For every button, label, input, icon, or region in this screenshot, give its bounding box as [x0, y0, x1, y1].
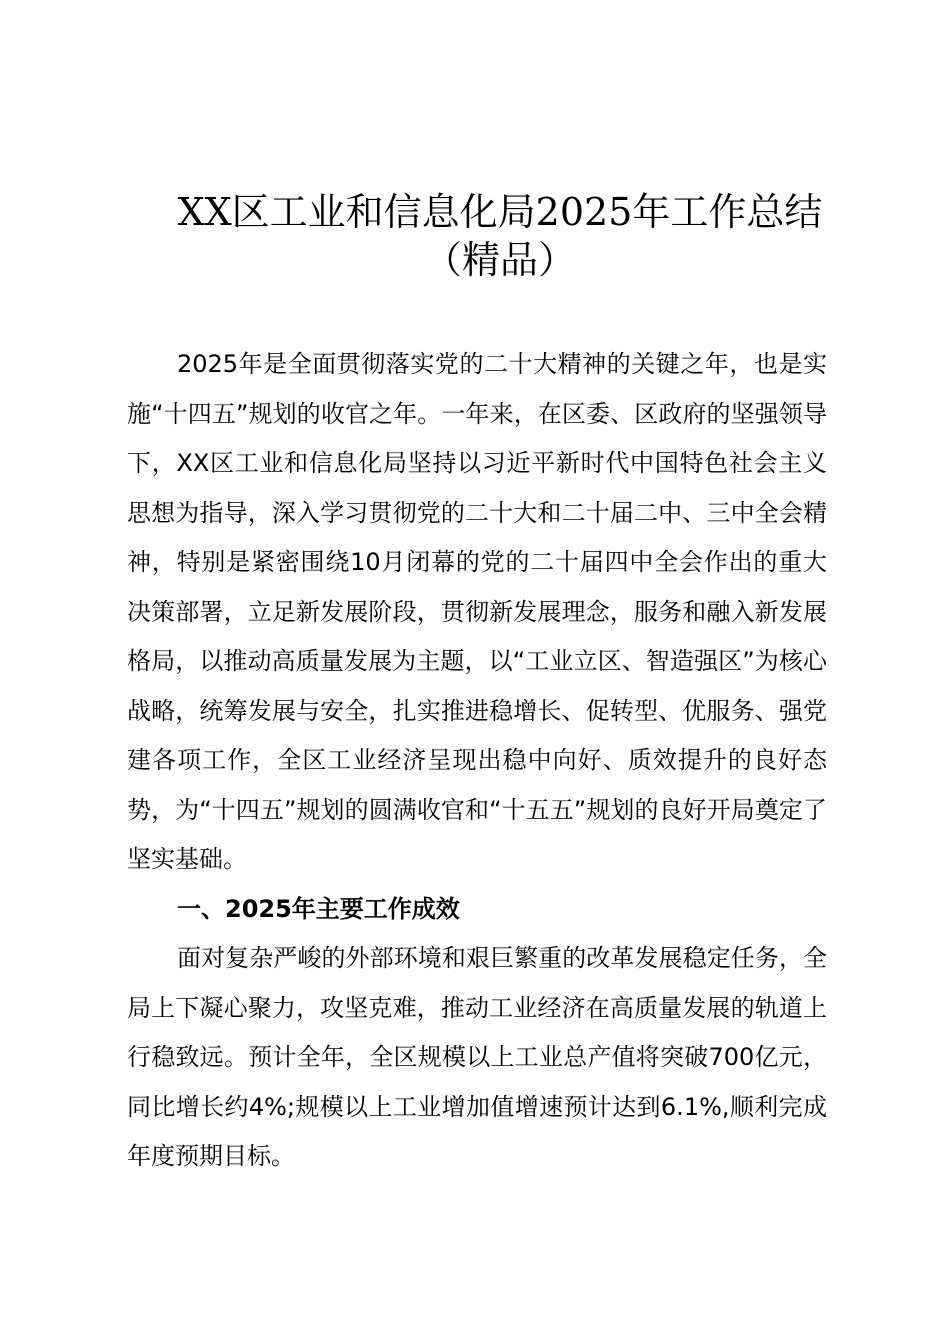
document-body [127, 340, 827, 1182]
section-paragraph: 面对复杂严峻的外部环境和艰巨繁重的改革发展稳定任务，全局上下凝心聚力，攻坚克难，推动工业经济在高质量发展的轨道上行稳致远。预计全年，全区规模以上工业总产值将突破700亿元，同比增长约4%;规模以上工业增加值增速预计达到6.1%,顺利完成年度预期目标。 [127, 944, 827, 1170]
section-heading: 一、2025年主要工作成效 [177, 894, 460, 923]
intro-paragraph: 2025年是全面贯彻落实党的二十大精神的关键之年，也是实施“十四五”规划的收官之年。一年来，在区委、区政府的坚强领导下，XX区工业和信息化局坚持以习近平新时代中国特色社会主义思想为指导，深入学习贯彻党的二十大和二十届二中、三中全会精神，特别是紧密围绕10月闭幕的党的二十届四中全会作出的重大决策部署，立足新发展阶段，贯彻新发展理念，服务和融入新发展格局，以推动高质量发展为主题，以“工业立区、智造强区”为核心战略，统筹发展与安全，扎实推进稳增长、促转型、优服务、强党建各项工作，全区工业经济呈现出稳中向好、质效提升的良好态势，为“十四五”规划的圆满收官和“十五五”规划的良好开局奠定了坚实基础。 [127, 350, 827, 873]
document-title: XX区工业和信息化局2025年工作总结（精品） [177, 190, 823, 282]
